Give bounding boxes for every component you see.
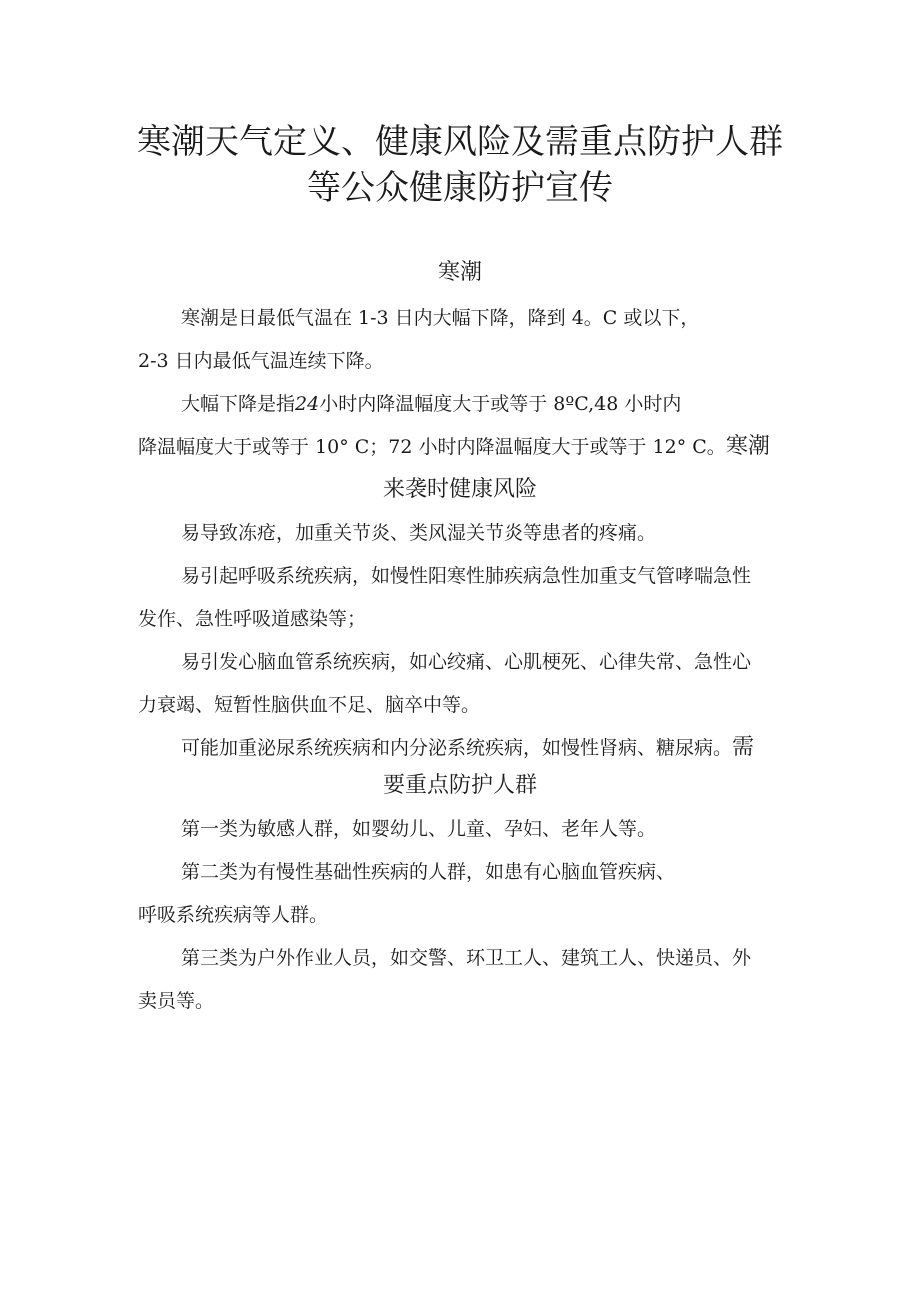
paragraph-line: 易引起呼吸系统疾病，如慢性阳寒性肺疾病急性加重支气管哮喘急性 <box>181 565 752 587</box>
section-heading-groups-part-2: 要重点防护人群 <box>382 773 537 798</box>
paragraph-line <box>138 433 770 461</box>
document-title-line-2: 等公众健康防护宣传 <box>307 168 613 208</box>
paragraph-line: 卖员等。 <box>138 990 215 1012</box>
paragraph-line: 2-3 日内最低气温连续下降。 <box>138 350 384 372</box>
paragraph-line: 发作、急性呼吸道感染等； <box>138 608 367 630</box>
text-span: 可能加重泌尿系统疾病和内分泌系统疾病，如慢性肾病、糖尿病。 <box>181 737 733 759</box>
paragraph-line <box>181 734 754 762</box>
paragraph-line: 第三类为户外作业人员，如交警、环卫工人、建筑工人、快递员、外 <box>181 947 752 969</box>
text-span: 降温幅度大于或等于 10° C；72 小时内降温幅度大于或等于 12° C。 <box>138 436 726 458</box>
paragraph-line: 寒潮是日最低气温在 1-3 日内大幅下降，降到 4。C 或以下， <box>181 307 700 329</box>
text-span: 小时内降温幅度大于或等于 8ºC,48 小时内 <box>319 393 682 415</box>
text-span-italic: 24 <box>295 393 320 415</box>
paragraph-line <box>181 390 681 418</box>
paragraph-line: 呼吸系统疾病等人群。 <box>138 904 329 926</box>
paragraph-line: 易引发心脑血管系统疾病，如心绞痛、心肌梗死、心律失常、急性心 <box>181 651 752 673</box>
document-title-line-1: 寒潮天气定义、健康风险及需重点防护人群 <box>137 122 783 162</box>
paragraph-line: 第二类为有慢性基础性疾病的人群，如患有心脑血管疾病、 <box>181 861 676 883</box>
section-heading-health-risk-part-2: 来袭时健康风险 <box>382 477 537 502</box>
paragraph-line: 力衰竭、短暂性脑供血不足、脑卒中等。 <box>138 694 481 716</box>
paragraph-line: 第一类为敏感人群，如婴幼儿、儿童、孕妇、老年人等。 <box>181 818 657 840</box>
section-heading-cold-wave: 寒潮 <box>437 260 482 285</box>
section-heading-health-risk-part-1: 寒潮 <box>725 434 770 459</box>
paragraph-line: 易导致冻疮，加重关节炎、类风湿关节炎等患者的疼痛。 <box>181 522 657 544</box>
text-span: 大幅下降是指 <box>181 393 296 415</box>
section-heading-groups-part-1: 需 <box>732 735 755 760</box>
